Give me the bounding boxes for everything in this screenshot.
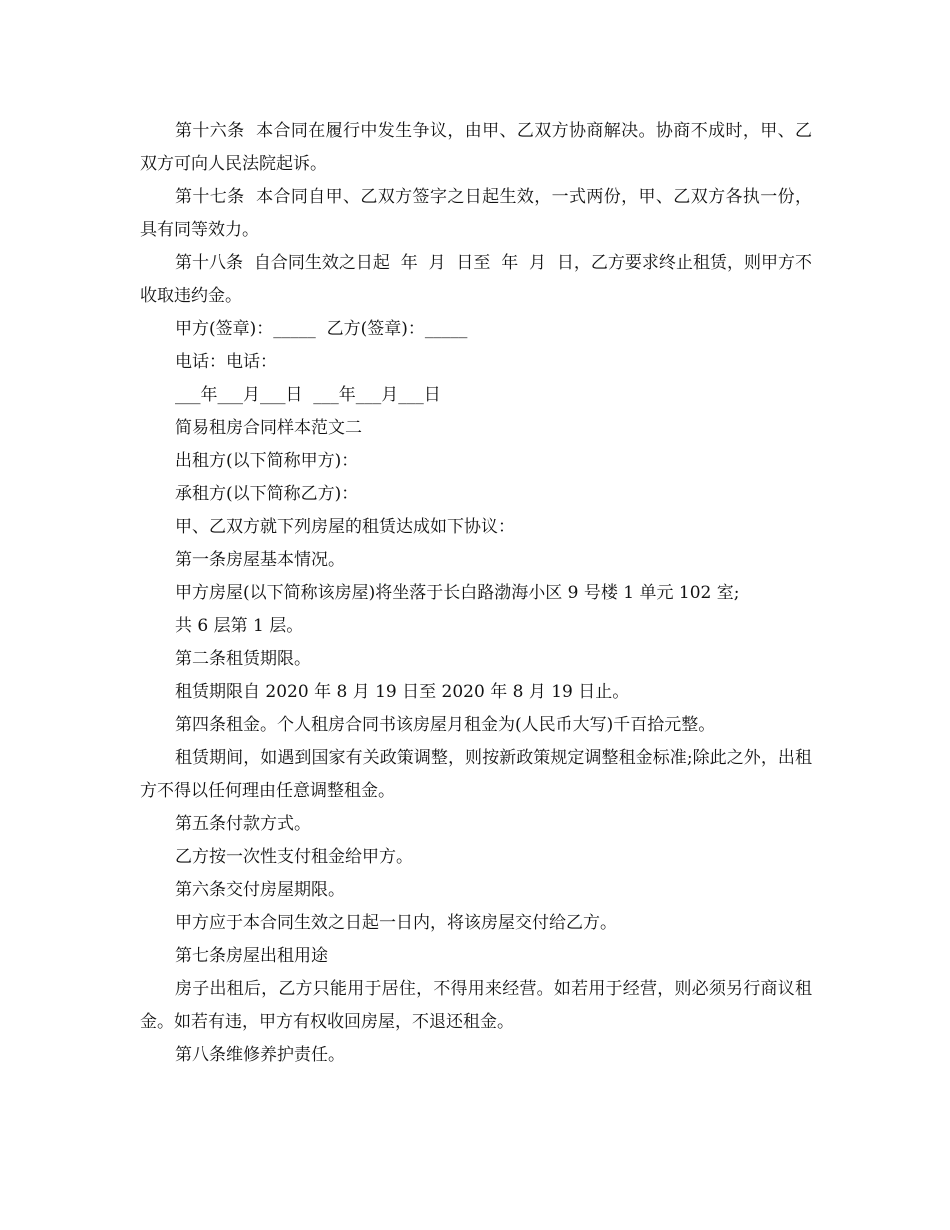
article-2-term: 租赁期限自 2020 年 8 月 19 日至 2020 年 8 月 19 日止。 bbox=[175, 682, 630, 702]
document-body bbox=[140, 115, 812, 1072]
phone-line: 电话：电话： bbox=[175, 352, 277, 372]
article-6-delivery: 甲方应于本合同生效之日起一日内，将该房屋交付给乙方。 bbox=[175, 913, 617, 933]
article-6-heading: 第六条交付房屋期限。 bbox=[175, 880, 345, 900]
article-1-address: 甲方房屋(以下简称该房屋)将坐落于长白路渤海小区 9 号楼 1 单元 102 室; bbox=[175, 583, 740, 603]
article-5-payment: 乙方按一次性支付租金给甲方。 bbox=[175, 847, 413, 867]
article-4-adjustment: 租赁期间，如遇到国家有关政策调整，则按新政策规定调整租金标准;除此之外，出租方不得以任何理由任意调整租金。 bbox=[140, 748, 812, 801]
signature-line: 甲方(签章)：_____ 乙方(签章)：_____ bbox=[175, 319, 468, 339]
clause-16: 第十六条 本合同在履行中发生争议，由甲、乙双方协商解决。协商不成时，甲、乙双方可向人民法院起诉。 bbox=[140, 121, 812, 174]
article-4-rent: 第四条租金。个人租房合同书该房屋月租金为(人民币大写)千百拾元整。 bbox=[175, 715, 716, 735]
article-1-heading: 第一条房屋基本情况。 bbox=[175, 550, 345, 570]
section-title: 简易租房合同样本范文二 bbox=[175, 418, 362, 438]
article-8-heading: 第八条维修养护责任。 bbox=[175, 1045, 345, 1065]
clause-18: 第十八条 自合同生效之日起 年 月 日至 年 月 日，乙方要求终止租赁，则甲方不收取违约金。 bbox=[140, 253, 812, 306]
clause-17: 第十七条 本合同自甲、乙双方签字之日起生效，一式两份，甲、乙双方各执一份，具有同等效力。 bbox=[140, 187, 812, 240]
article-7-usage: 房子出租后，乙方只能用于居住，不得用来经营。如若用于经营，则必须另行商议租金。如若有违，甲方有权收回房屋，不退还租金。 bbox=[140, 979, 812, 1032]
date-line: ___年___月___日 ___年___月___日 bbox=[175, 385, 441, 405]
agreement-intro: 甲、乙双方就下列房屋的租赁达成如下协议： bbox=[175, 517, 515, 537]
article-5-heading: 第五条付款方式。 bbox=[175, 814, 311, 834]
lessee-line: 承租方(以下简称乙方)： bbox=[175, 484, 359, 504]
lessor-line: 出租方(以下简称甲方)： bbox=[175, 451, 359, 471]
article-1-floor: 共 6 层第 1 层。 bbox=[175, 616, 304, 636]
article-2-heading: 第二条租赁期限。 bbox=[175, 649, 311, 669]
article-7-heading: 第七条房屋出租用途 bbox=[175, 946, 328, 966]
